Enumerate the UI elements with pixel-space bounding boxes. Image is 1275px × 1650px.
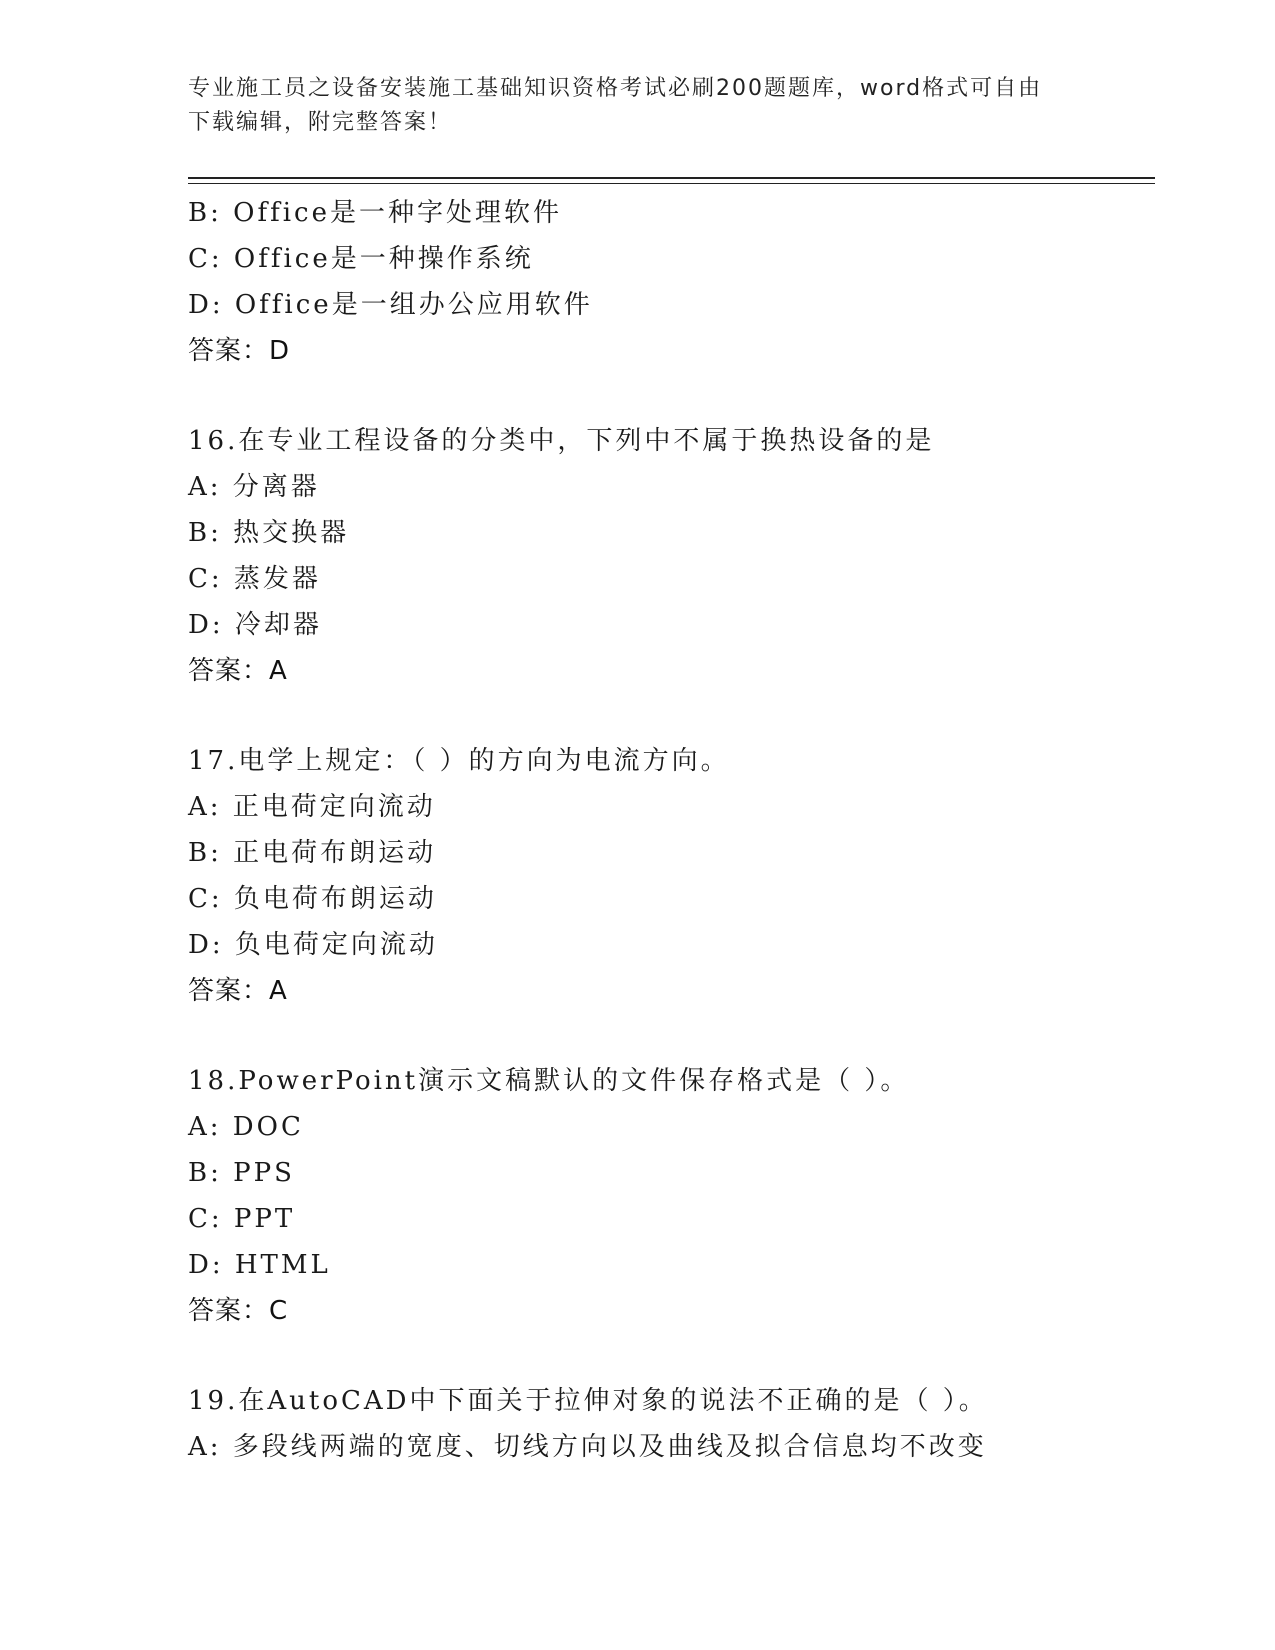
question-18 <box>188 1058 1155 1334</box>
option-a: A: 多段线两端的宽度、切线方向以及曲线及拟合信息均不改变 <box>188 1432 987 1462</box>
answer: 答案：A <box>188 976 288 1006</box>
option-a: A: DOC <box>188 1112 304 1142</box>
question-text: 18.PowerPoint演示文稿默认的文件保存格式是（ ）。 <box>188 1066 910 1096</box>
question-19 <box>188 1378 1155 1470</box>
option-c: C: Office是一种操作系统 <box>188 244 534 274</box>
document-header <box>188 72 1068 140</box>
question-16 <box>188 418 1155 694</box>
option-b: B: 正电荷布朗运动 <box>188 838 437 868</box>
question-15 <box>188 190 1155 374</box>
option-b: B: Office是一种字处理软件 <box>188 198 562 228</box>
answer: 答案：D <box>188 336 291 366</box>
option-c: C: PPT <box>188 1204 296 1234</box>
spacer <box>188 1014 1155 1058</box>
option-d: D: HTML <box>188 1250 331 1280</box>
header-divider-thick <box>188 177 1155 179</box>
answer: 答案：A <box>188 656 288 686</box>
question-list <box>188 190 1155 1470</box>
question-text: 17.电学上规定：（ ）的方向为电流方向。 <box>188 746 730 776</box>
header-line-2: 下载编辑，附完整答案！ <box>188 110 453 135</box>
spacer <box>188 374 1155 418</box>
option-a: A: 正电荷定向流动 <box>188 792 436 822</box>
spacer <box>188 1334 1155 1378</box>
option-c: C: 蒸发器 <box>188 564 321 594</box>
question-text: 16.在专业工程设备的分类中，下列中不属于换热设备的是 <box>188 426 935 456</box>
question-17 <box>188 738 1155 1014</box>
option-a: A: 分离器 <box>188 472 320 502</box>
header-divider-thin <box>188 183 1155 184</box>
option-b: B: PPS <box>188 1158 295 1188</box>
spacer <box>188 694 1155 738</box>
header-line-1: 专业施工员之设备安装施工基础知识资格考试必刷200题题库，word格式可自由 <box>188 76 1043 101</box>
option-d: D: 冷却器 <box>188 610 322 640</box>
answer: 答案：C <box>188 1296 289 1326</box>
option-c: C: 负电荷布朗运动 <box>188 884 437 914</box>
option-b: B: 热交换器 <box>188 518 350 548</box>
option-d: D: 负电荷定向流动 <box>188 930 438 960</box>
option-d: D: Office是一组办公应用软件 <box>188 290 593 320</box>
question-text: 19.在AutoCAD中下面关于拉伸对象的说法不正确的是（ ）。 <box>188 1386 988 1416</box>
